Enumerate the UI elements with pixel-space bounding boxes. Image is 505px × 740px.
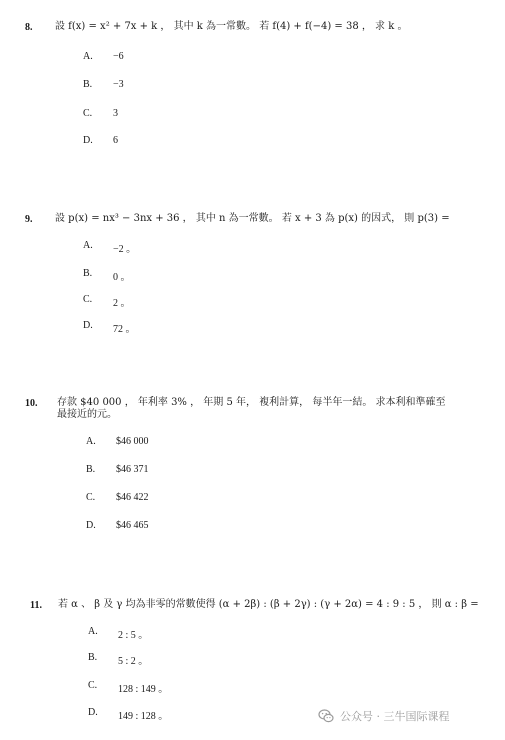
option-text-c: $46 422 (116, 492, 149, 503)
option-text-b: −3 (113, 79, 124, 90)
option-text-a: −6 (113, 51, 124, 62)
option-text-a: $46 000 (116, 436, 149, 447)
option-letter-a: A. (86, 436, 96, 447)
question-stem-line-2: 最接近的元。 (57, 409, 117, 420)
option-letter-d: D. (83, 320, 93, 331)
question-number: 8. (25, 22, 33, 33)
option-text-d: $46 465 (116, 520, 149, 531)
question-stem: 設 p(x) = nx³ − 3nx + 36 ， 其中 n 為一常數。 若 x + 3 為 p(x) 的因式， 則 p(3) = (55, 213, 450, 224)
option-letter-a: A. (83, 51, 93, 62)
question-number: 11. (30, 600, 42, 611)
option-text-c: 128 : 149 。 (118, 684, 169, 695)
option-letter-c: C. (83, 108, 93, 119)
question-stem: 若 α 、 β 及 γ 均為非零的常數使得 (α + 2β) : (β + 2γ) : (γ + 2α) = 4 : 9 : 5 ， 則 α : β = (58, 599, 479, 610)
option-text-b: 5 : 2 。 (118, 656, 149, 667)
question-stem: 設 f(x) = x² + 7x + k ， 其中 k 為一常數。 若 f(4) + f(−4) = 38 ， 求 k 。 (55, 21, 408, 32)
option-letter-a: A. (83, 240, 93, 251)
option-letter-a: A. (88, 626, 98, 637)
option-text-d: 149 : 128 。 (118, 711, 169, 722)
option-text-c: 2 。 (113, 298, 131, 309)
option-text-d: 6 (113, 135, 118, 146)
option-letter-c: C. (88, 680, 98, 691)
option-text-b: $46 371 (116, 464, 149, 475)
option-letter-b: B. (83, 268, 93, 279)
option-letter-d: D. (86, 520, 96, 531)
option-text-b: 0 。 (113, 272, 131, 283)
question-stem-line-1: 存款 $40 000 ， 年利率 3% ， 年期 5 年， 複利計算， 每半年一結。 求本利和準確至 (57, 397, 446, 408)
watermark (318, 708, 450, 724)
option-letter-c: C. (86, 492, 96, 503)
question-number: 9. (25, 214, 33, 225)
wechat-icon (318, 708, 334, 724)
option-letter-c: C. (83, 294, 93, 305)
option-text-a: −2 。 (113, 244, 137, 255)
watermark-text: 公众号 · 三牛国际课程 (340, 710, 450, 723)
option-letter-b: B. (86, 464, 96, 475)
option-letter-b: B. (83, 79, 93, 90)
question-number: 10. (25, 398, 38, 409)
option-text-c: 3 (113, 108, 118, 119)
option-text-a: 2 : 5 。 (118, 630, 149, 641)
option-letter-b: B. (88, 652, 98, 663)
option-letter-d: D. (88, 707, 98, 718)
option-letter-d: D. (83, 135, 93, 146)
option-text-d: 72 。 (113, 324, 136, 335)
